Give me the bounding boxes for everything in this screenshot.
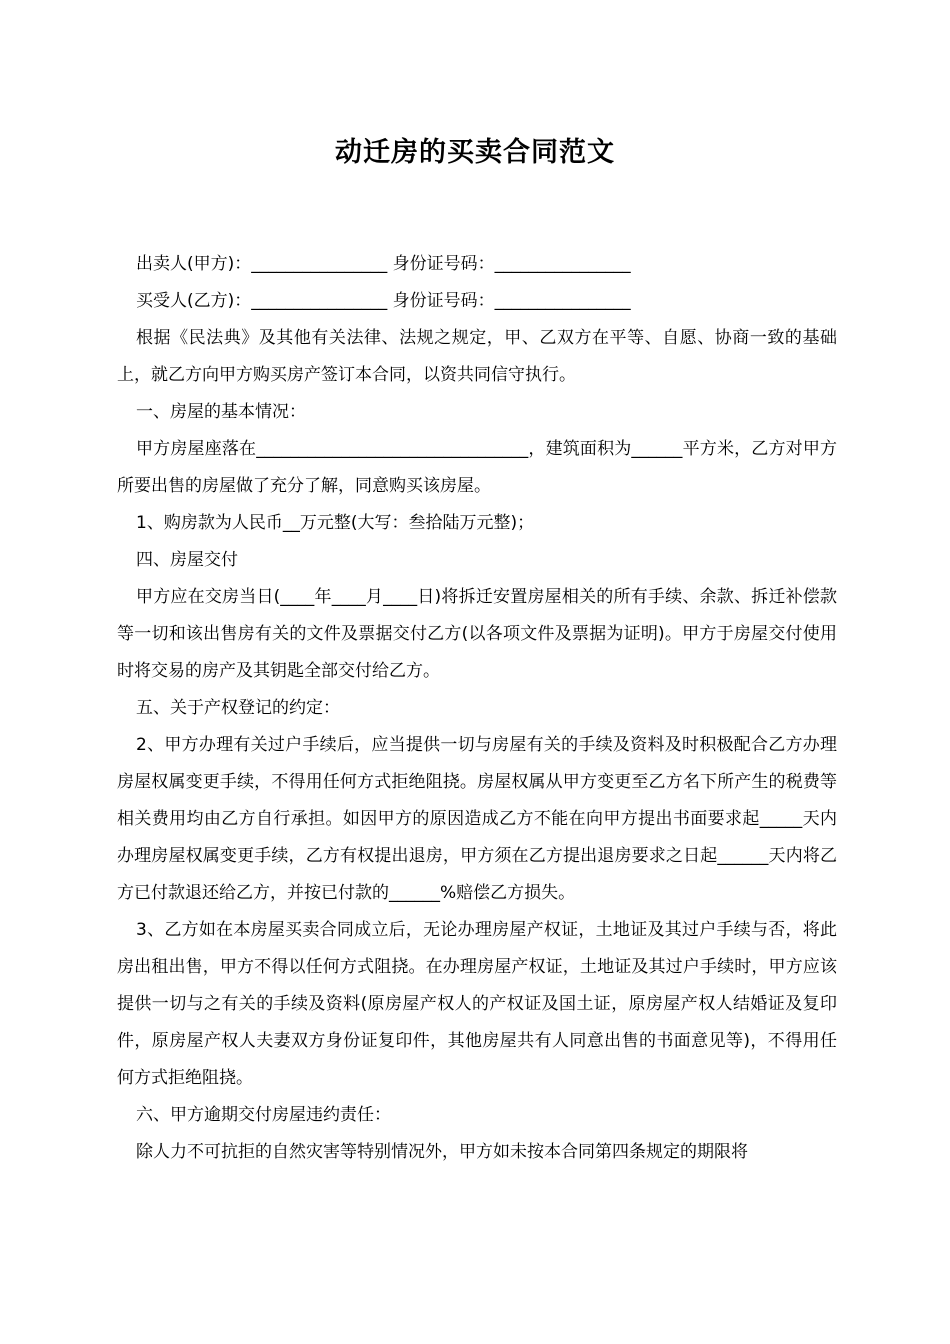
document-title: 动迁房的买卖合同范文 [335, 137, 615, 168]
section-heading-4: 四、房屋交付 [136, 550, 238, 570]
section-heading-1: 一、房屋的基本情况： [136, 402, 306, 422]
price-paragraph: 1、购房款为人民币__万元整(大写：叁拾陆万元整)； [136, 513, 535, 533]
clause-3-paragraph: 3、乙方如在本房屋买卖合同成立后，无论办理房屋产权证，土地证及其过户手续与否，将此房出租出售，甲方不得以任何方式阻挠。在办理房屋产权证，土地证及其过户手续时，甲方应该提供一切与之有关的手续及资料(原房屋产权人的产权证及国土证，原房屋产权人结婚证及复印件，原房屋产权人夫妻双方身份证复印件，其他房屋共有人同意出售的书面意见等)，不得用任何方式拒绝阻挠。 [117, 920, 837, 1088]
buyer-line: 买受人(乙方)：________________ 身份证号码：________________ [136, 291, 631, 311]
section-heading-5: 五、关于产权登记的约定： [136, 698, 340, 718]
clause-2-paragraph: 2、甲方办理有关过户手续后，应当提供一切与房屋有关的手续及资料及时积极配合乙方办理房屋权属变更手续，不得用任何方式拒绝阻挠。房屋权属从甲方变更至乙方名下所产生的税费等相关费用均由乙方自行承担。如因甲方的原因造成乙方不能在向甲方提出书面要求起_____天内办理房屋权属变更手续，乙方有权提出退房，甲方须在乙方提出退房要求之日起______天内将乙方已付款退还给乙方，并按已付款的______%赔偿乙方损失。 [117, 735, 837, 903]
document-body [117, 246, 837, 1171]
delivery-paragraph: 甲方应在交房当日(____年____月____日)将拆迁安置房屋相关的所有手续、余款、拆迁补偿款等一切和该出售房有关的文件及票据交付乙方(以各项文件及票据为证明)。甲方于房屋交付使用时将交易的房产及其钥匙全部交付给乙方。 [117, 587, 837, 681]
liability-paragraph: 除人力不可抗拒的自然灾害等特别情况外，甲方如未按本合同第四条规定的期限将 [136, 1142, 748, 1162]
preamble-paragraph: 根据《民法典》及其他有关法律、法规之规定，甲、乙双方在平等、自愿、协商一致的基础上，就乙方向甲方购买房产签订本合同，以资共同信守执行。 [117, 328, 837, 385]
section-heading-6: 六、甲方逾期交付房屋违约责任： [136, 1105, 391, 1125]
house-location-paragraph: 甲方房屋座落在________________________________，建筑面积为______平方米，乙方对甲方所要出售的房屋做了充分了解，同意购买该房屋。 [117, 439, 837, 496]
seller-line: 出卖人(甲方)：________________ 身份证号码：________________ [136, 254, 631, 274]
